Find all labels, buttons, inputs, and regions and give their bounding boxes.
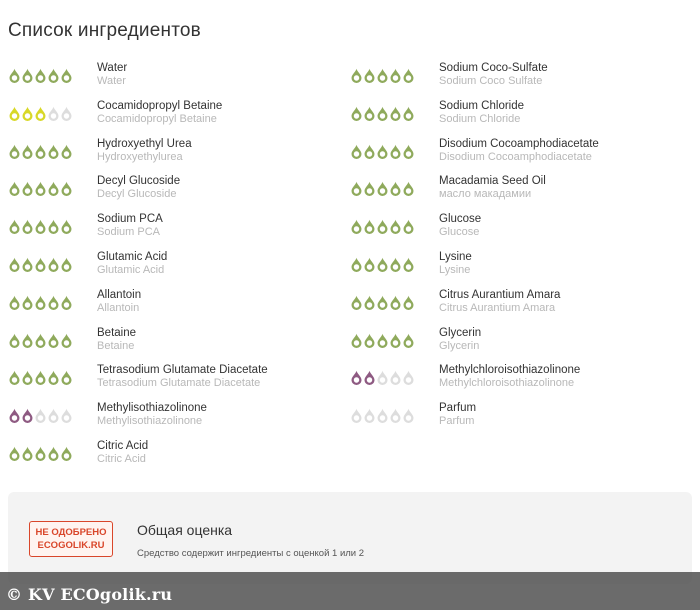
ingredient-names [439, 364, 580, 390]
drop-icon [60, 144, 73, 159]
ingredient-alt-name: Tetrasodium Glutamate Diacetate [97, 377, 261, 390]
drop-icon [376, 144, 389, 159]
ingredient-names [439, 175, 546, 201]
ingredient-name[interactable]: Sodium Chloride [439, 99, 525, 112]
ingredient-row[interactable] [8, 60, 348, 98]
drop-icon [402, 181, 415, 196]
drop-icon [389, 295, 402, 310]
ingredient-name[interactable]: Allantoin [97, 288, 142, 301]
drop-icon [402, 257, 415, 272]
drop-icon [350, 370, 363, 385]
drop-icon [402, 219, 415, 234]
ingredient-row[interactable] [8, 362, 348, 400]
watermark-text: © KV ECOgolik.ru [6, 585, 173, 604]
overall-rating-title: Общая оценка [137, 522, 233, 538]
drop-icon [34, 408, 47, 423]
drop-icon [389, 219, 402, 234]
drop-icon [8, 144, 21, 159]
ingredient-name[interactable]: Tetrasodium Glutamate Diacetate [97, 364, 268, 377]
ingredient-names [97, 364, 268, 390]
ingredient-row[interactable] [8, 438, 348, 476]
ingredient-alt-name: Methylchloroisothiazolinone [439, 377, 575, 390]
ingredient-alt-name: Methylisothiazolinone [97, 415, 203, 428]
drop-icon [60, 408, 73, 423]
drop-icon [376, 219, 389, 234]
not-approved-stamp: НЕ ОДОБРЕНО ECOGOLIK.RU [29, 521, 113, 557]
ingredient-name[interactable]: Citrus Aurantium Amara [439, 288, 561, 301]
drop-icon [363, 295, 376, 310]
drop-icon [350, 257, 363, 272]
drop-icon [8, 333, 21, 348]
ingredient-name[interactable]: Citric Acid [97, 439, 149, 452]
ingredient-row[interactable] [350, 136, 690, 174]
drop-icon [8, 219, 21, 234]
rating-drops [350, 68, 416, 84]
ingredient-names [97, 327, 136, 353]
rating-drops [350, 219, 416, 235]
drop-icon [47, 144, 60, 159]
ingredient-name[interactable]: Methylisothiazolinone [97, 402, 207, 415]
drop-icon [47, 408, 60, 423]
drop-icon [34, 257, 47, 272]
drop-icon [350, 333, 363, 348]
ingredient-alt-name: Lysine [439, 263, 471, 276]
drop-icon [389, 370, 402, 385]
ingredient-name[interactable]: Macadamia Seed Oil [439, 175, 546, 188]
ingredient-names [439, 402, 476, 428]
ingredient-names [439, 327, 481, 353]
ingredient-name[interactable]: Water [97, 62, 128, 74]
rating-drops [8, 106, 74, 122]
ingredient-row[interactable] [8, 249, 348, 287]
drop-icon [47, 181, 60, 196]
drop-icon [363, 333, 376, 348]
drop-icon [60, 446, 73, 461]
drop-icon [402, 295, 415, 310]
ingredient-row[interactable] [8, 400, 348, 438]
drop-icon [21, 370, 34, 385]
ingredient-alt-name: масло макадамии [439, 188, 532, 201]
ingredient-name[interactable]: Disodium Cocoamphodiacetate [439, 137, 599, 150]
ingredient-name[interactable]: Sodium Coco-Sulfate [439, 62, 548, 74]
ingredient-name[interactable]: Cocamidopropyl Betaine [97, 99, 223, 112]
ingredient-row[interactable] [8, 98, 348, 136]
ingredient-names [439, 213, 481, 239]
rating-drops [8, 295, 74, 311]
drop-icon [34, 181, 47, 196]
rating-drops [350, 257, 416, 273]
ingredient-alt-name: Water [97, 75, 126, 87]
ingredient-name[interactable]: Lysine [439, 250, 472, 263]
drop-icon [363, 370, 376, 385]
drop-icon [350, 181, 363, 196]
ingredient-row[interactable] [350, 362, 690, 400]
drop-icon [363, 408, 376, 423]
drop-icon [8, 408, 21, 423]
page-title: Список ингредиентов [8, 20, 201, 41]
drop-icon [376, 370, 389, 385]
drop-icon [47, 370, 60, 385]
drop-icon [8, 68, 21, 83]
drop-icon [8, 257, 21, 272]
ingredient-names [439, 289, 560, 315]
ingredient-names [97, 251, 167, 277]
drop-icon [402, 370, 415, 385]
drop-icon [389, 408, 402, 423]
rating-drops [8, 181, 74, 197]
ingredient-alt-name: Parfum [439, 415, 475, 428]
ingredient-name[interactable]: Decyl Glucoside [97, 175, 181, 188]
drop-icon [21, 144, 34, 159]
rating-drops [350, 181, 416, 197]
drop-icon [376, 181, 389, 196]
drop-icon [60, 106, 73, 121]
drop-icon [34, 68, 47, 83]
drop-icon [60, 257, 73, 272]
ingredient-row[interactable] [350, 287, 690, 325]
drop-icon [402, 106, 415, 121]
drop-icon [376, 408, 389, 423]
drop-icon [21, 408, 34, 423]
drop-icon [8, 295, 21, 310]
ingredient-names [97, 213, 163, 239]
ingredient-names [439, 100, 524, 126]
drop-icon [376, 333, 389, 348]
drop-icon [8, 106, 21, 121]
ingredient-name[interactable]: Parfum [439, 402, 477, 415]
drop-icon [47, 446, 60, 461]
rating-drops [350, 333, 416, 349]
drop-icon [389, 181, 402, 196]
drop-icon [350, 106, 363, 121]
ingredient-row[interactable] [8, 211, 348, 249]
drop-icon [34, 446, 47, 461]
ingredient-alt-name: Citric Acid [97, 452, 146, 465]
rating-drops [8, 333, 74, 349]
drop-icon [363, 219, 376, 234]
drop-icon [21, 68, 34, 83]
drop-icon [402, 68, 415, 83]
drop-icon [350, 68, 363, 83]
rating-drops [8, 370, 74, 386]
drop-icon [21, 106, 34, 121]
ingredient-alt-name: Glutamic Acid [97, 263, 165, 276]
ingredient-alt-name: Hydroxyethylurea [97, 150, 183, 163]
rating-drops [8, 144, 74, 160]
rating-drops [8, 446, 74, 462]
ingredient-row[interactable] [8, 325, 348, 363]
drop-icon [350, 295, 363, 310]
drop-icon [34, 333, 47, 348]
rating-drops [8, 219, 74, 235]
ingredient-name[interactable]: Hydroxyethyl Urea [97, 137, 192, 150]
drop-icon [389, 333, 402, 348]
ingredient-row[interactable] [350, 173, 690, 211]
drop-icon [60, 370, 73, 385]
drop-icon [21, 181, 34, 196]
drop-icon [21, 446, 34, 461]
drop-icon [34, 106, 47, 121]
drop-icon [60, 181, 73, 196]
rating-drops [350, 295, 416, 311]
drop-icon [363, 257, 376, 272]
ingredients-left-column [8, 60, 348, 476]
drop-icon [402, 408, 415, 423]
ingredient-names [97, 138, 192, 164]
ingredient-alt-name: Glycerin [439, 339, 480, 352]
overall-rating-card [8, 492, 692, 584]
ingredient-names [439, 138, 599, 164]
rating-drops [8, 68, 74, 84]
drop-icon [8, 370, 21, 385]
ingredient-names [439, 62, 548, 88]
drop-icon [350, 144, 363, 159]
ingredient-row[interactable] [350, 211, 690, 249]
ingredient-row[interactable] [8, 173, 348, 211]
ingredient-alt-name: Citrus Aurantium Amara [439, 301, 556, 314]
drop-icon [47, 106, 60, 121]
rating-drops [350, 144, 416, 160]
ingredient-alt-name: Allantoin [97, 301, 140, 314]
ingredient-name[interactable]: Methylchloroisothiazolinone [439, 364, 581, 377]
drop-icon [8, 181, 21, 196]
ingredient-name[interactable]: Betaine [97, 326, 137, 339]
ingredient-row[interactable] [350, 400, 690, 438]
drop-icon [363, 144, 376, 159]
drop-icon [47, 219, 60, 234]
ingredient-name[interactable]: Glucose [439, 213, 482, 226]
rating-drops [350, 106, 416, 122]
ingredient-names [97, 62, 127, 88]
drop-icon [350, 219, 363, 234]
ingredient-alt-name: Decyl Glucoside [97, 188, 177, 201]
drop-icon [376, 106, 389, 121]
overall-rating-description: Средство содержит ингредиенты с оценкой 1 или 2 [137, 548, 365, 559]
drop-icon [350, 408, 363, 423]
drop-icon [376, 257, 389, 272]
drop-icon [34, 219, 47, 234]
ingredient-row[interactable] [350, 60, 690, 98]
ingredient-names [97, 440, 148, 466]
drop-icon [376, 295, 389, 310]
ingredients-right-column [350, 60, 690, 438]
drop-icon [21, 295, 34, 310]
drop-icon [34, 295, 47, 310]
drop-icon [47, 68, 60, 83]
ingredient-alt-name: Sodium Coco Sulfate [439, 75, 543, 87]
ingredient-names [97, 289, 141, 315]
ingredient-alt-name: Sodium PCA [97, 226, 160, 239]
ingredient-name[interactable]: Glutamic Acid [97, 250, 168, 263]
drop-icon [363, 68, 376, 83]
ingredient-alt-name: Glucose [439, 226, 480, 239]
ingredient-names [97, 175, 180, 201]
ingredient-alt-name: Betaine [97, 339, 135, 352]
drop-icon [34, 144, 47, 159]
ingredient-alt-name: Cocamidopropyl Betaine [97, 112, 217, 125]
drop-icon [363, 181, 376, 196]
ingredient-row[interactable] [350, 98, 690, 136]
drop-icon [60, 68, 73, 83]
drop-icon [376, 68, 389, 83]
ingredient-names [97, 402, 207, 428]
drop-icon [21, 333, 34, 348]
rating-drops [350, 408, 416, 424]
ingredient-name[interactable]: Sodium PCA [97, 213, 163, 226]
drop-icon [402, 144, 415, 159]
drop-icon [21, 219, 34, 234]
drop-icon [389, 106, 402, 121]
ingredient-alt-name: Disodium Cocoamphodiacetate [439, 150, 592, 163]
ingredient-names [97, 100, 222, 126]
drop-icon [8, 446, 21, 461]
rating-drops [350, 370, 416, 386]
ingredient-alt-name: Sodium Chloride [439, 112, 521, 125]
drop-icon [47, 333, 60, 348]
drop-icon [47, 257, 60, 272]
drop-icon [389, 144, 402, 159]
drop-icon [60, 333, 73, 348]
drop-icon [363, 106, 376, 121]
rating-drops [8, 408, 74, 424]
drop-icon [389, 257, 402, 272]
ingredient-row[interactable] [350, 325, 690, 363]
ingredient-row[interactable] [8, 287, 348, 325]
drop-icon [34, 370, 47, 385]
ingredient-row[interactable] [8, 136, 348, 174]
ingredient-row[interactable] [350, 249, 690, 287]
drop-icon [47, 295, 60, 310]
drop-icon [389, 68, 402, 83]
ingredient-names [439, 251, 472, 277]
drop-icon [402, 333, 415, 348]
drop-icon [60, 219, 73, 234]
drop-icon [21, 257, 34, 272]
drop-icon [60, 295, 73, 310]
rating-drops [8, 257, 74, 273]
ingredient-name[interactable]: Glycerin [439, 326, 482, 339]
